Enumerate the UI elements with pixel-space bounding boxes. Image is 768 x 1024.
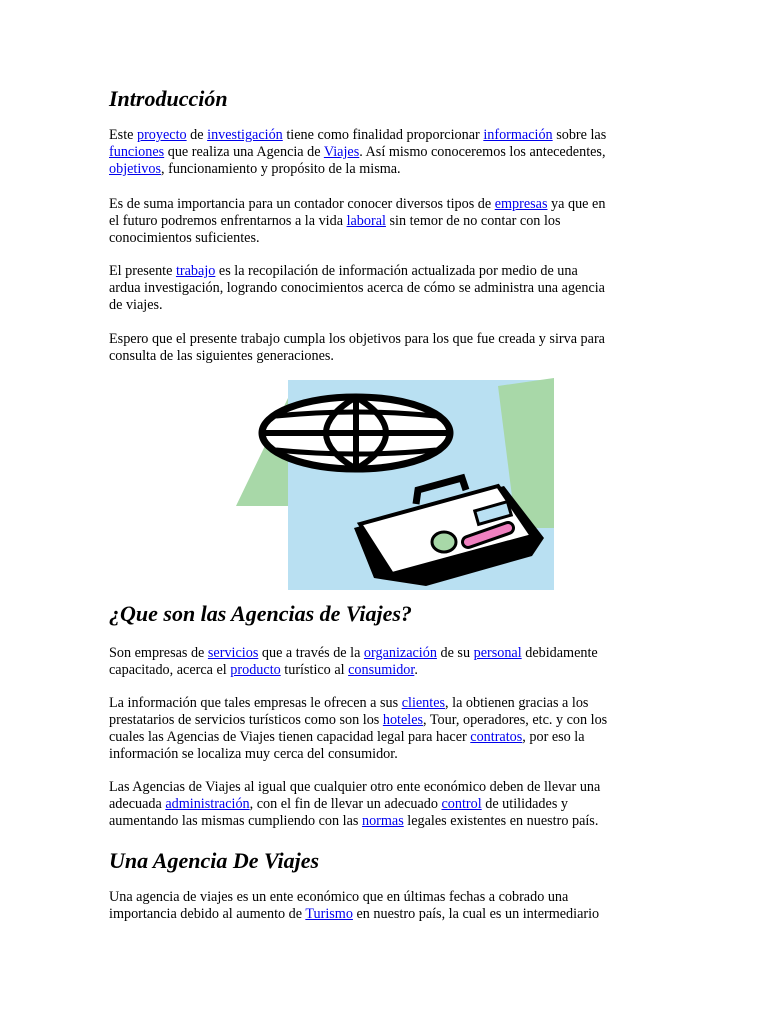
- link-consumidor[interactable]: consumidor: [348, 662, 415, 678]
- paragraph-que-son-1: Son empresas de servicios que a través de la organización de su personal debidamente capacitado, acerca el producto turístico al consumidor.: [109, 645, 598, 678]
- link-normas[interactable]: normas: [361, 813, 404, 829]
- link-viajes[interactable]: Viajes: [323, 144, 360, 160]
- paragraph-una-agencia-1: Una agencia de viajes es un ente económico que en últimas fechas a cobrado una importancia debido al aumento de Turismo en nuestro país, la cual es un intermediario: [109, 889, 600, 922]
- link-producto[interactable]: producto: [230, 662, 281, 678]
- heading-una-agencia: Una Agencia De Viajes: [109, 848, 320, 873]
- link-laboral[interactable]: laboral: [346, 213, 386, 229]
- link-informacion[interactable]: información: [483, 127, 553, 143]
- link-trabajo[interactable]: trabajo: [175, 263, 216, 279]
- link-clientes[interactable]: clientes: [401, 695, 446, 711]
- paragraph-que-son-3: Las Agencias de Viajes al igual que cualquier otro ente económico deben de llevar una adecuada administración, con el fin de llevar un adecuado control de utilidades y aumentando las mismas cumpliendo con las normas legales existentes en nuestro país.: [109, 779, 601, 829]
- link-contratos[interactable]: contratos: [470, 729, 523, 745]
- paragraph-intro-3: El presente trabajo es la recopilación de información actualizada por medio de una ardua investigación, logrando conocimientos acerca de cómo se administra una agencia de viajes.: [109, 263, 605, 313]
- link-turismo[interactable]: Turismo: [305, 906, 353, 922]
- heading-que-son: ¿Que son las Agencias de Viajes?: [109, 601, 412, 626]
- paragraph-intro-1: Este proyecto de investigación tiene como finalidad proporcionar información sobre las funciones que realiza una Agencia de Viajes. Así mismo conoceremos los antecedentes, objetivos, funcionamiento y propósito de la misma.: [109, 127, 607, 177]
- paragraph-intro-4: Espero que el presente trabajo cumpla los objetivos para los que fue creada y sirva para consulta de las siguientes generaciones.: [109, 331, 605, 364]
- link-investigacion[interactable]: investigación: [207, 127, 283, 143]
- paragraph-intro-2: Es de suma importancia para un contador conocer diversos tipos de empresas ya que en el futuro podremos enfrentarnos a la vida laboral sin temor de no contar con los conocimientos suficientes.: [109, 196, 606, 246]
- travel-clipart: [236, 378, 554, 590]
- link-hoteles[interactable]: hoteles: [382, 712, 424, 728]
- heading-introduccion: Introducción: [109, 86, 228, 111]
- link-objetivos[interactable]: objetivos: [109, 161, 162, 177]
- link-proyecto[interactable]: proyecto: [136, 127, 187, 143]
- link-personal[interactable]: personal: [473, 645, 522, 661]
- link-organizacion[interactable]: organización: [363, 645, 437, 661]
- link-empresas[interactable]: empresas: [494, 196, 548, 212]
- link-control[interactable]: control: [441, 796, 482, 812]
- link-servicios[interactable]: servicios: [207, 645, 259, 661]
- globe-icon: [262, 397, 450, 469]
- link-funciones[interactable]: funciones: [109, 144, 165, 160]
- link-administracion[interactable]: administración: [165, 796, 250, 812]
- paragraph-que-son-2: La información que tales empresas le ofrecen a sus clientes, la obtienen gracias a los prestatarios de servicios turísticos como son los hoteles, Tour, operadores, etc. y con los cuales las Agencias de Viajes tienen capacidad legal para hacer contratos, por eso la información se localiza muy cerca del consumidor.: [109, 695, 608, 762]
